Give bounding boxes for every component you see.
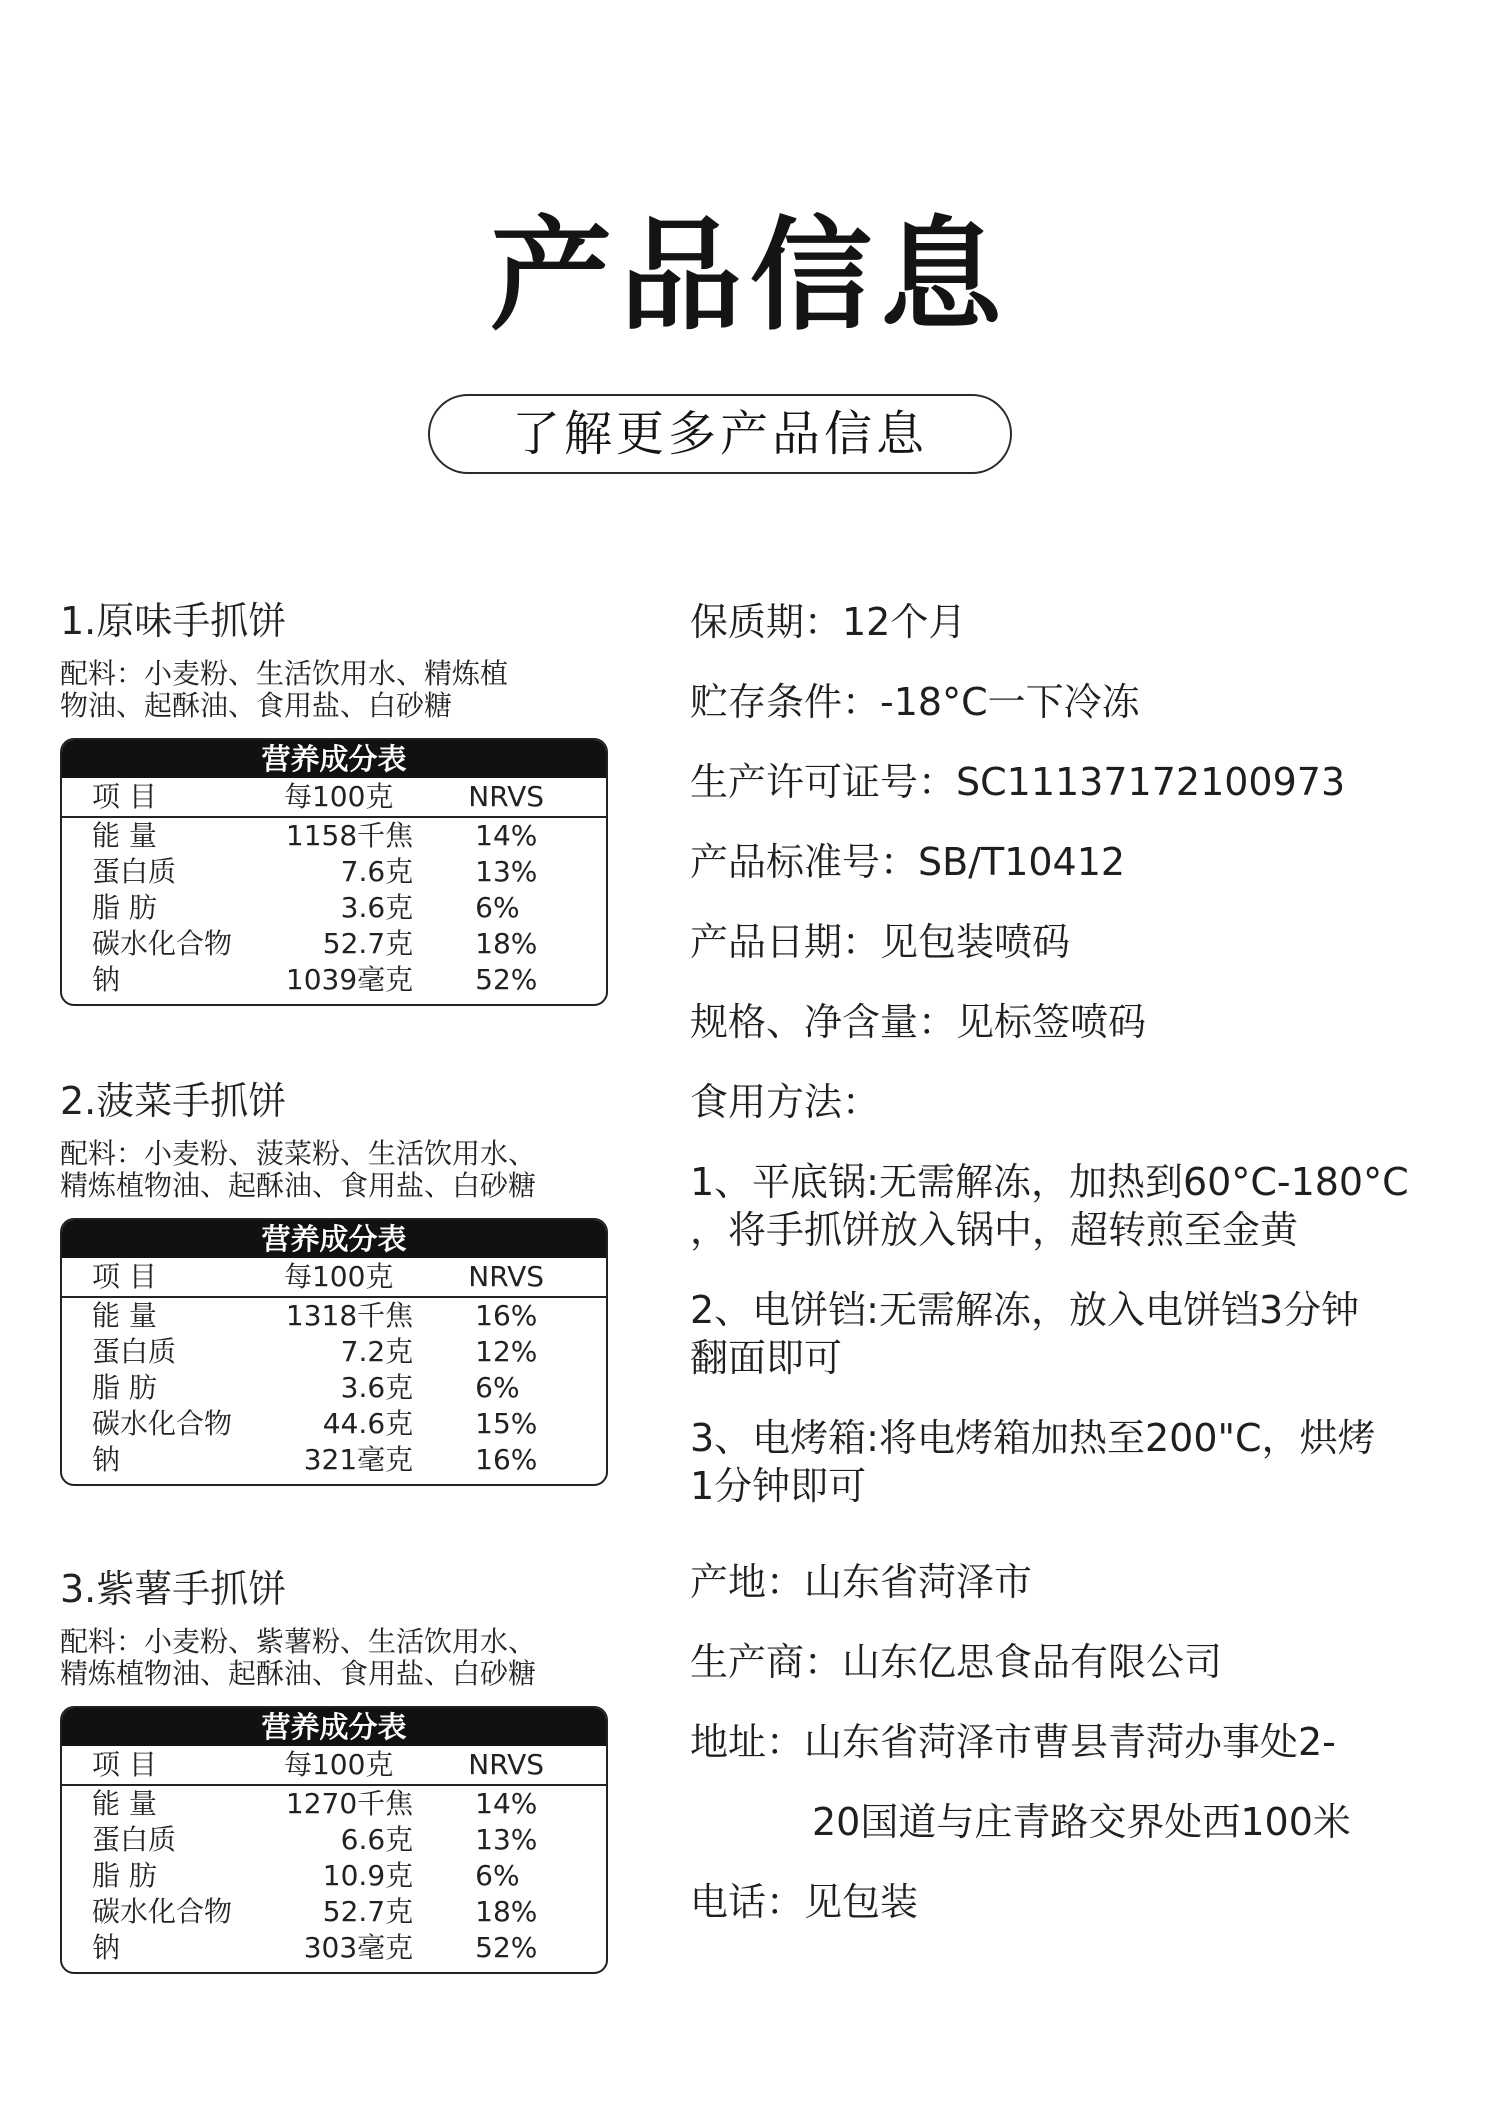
usage-title: 食用方法：	[690, 1080, 881, 1124]
product-ingredients	[60, 658, 608, 722]
row-item: 脂 肪	[92, 891, 157, 924]
address-line: 20国道与庄青路交界处西100米	[812, 1800, 1351, 1844]
table-row	[62, 1334, 606, 1370]
row-nrvs: 16%	[475, 1443, 538, 1476]
table-row	[62, 1894, 606, 1930]
product-name: 1.原味手抓饼	[60, 599, 287, 643]
table-row	[62, 1786, 606, 1822]
table-row	[62, 926, 606, 962]
row-per100: 3.6克	[340, 891, 414, 924]
product-name: 3.紫薯手抓饼	[60, 1567, 287, 1611]
ingredients-line: 精炼植物油、起酥油、食用盐、白砂糖	[60, 1657, 537, 1690]
production-date: 产品日期：见包装喷码	[690, 920, 1071, 964]
nutrition-table	[60, 738, 608, 1006]
row-per100: 52.7克	[322, 1895, 414, 1928]
row-per100: 321毫克	[303, 1443, 414, 1476]
row-nrvs: 14%	[475, 1787, 538, 1820]
col-per100: 每100克	[283, 1260, 394, 1293]
row-item: 碳水化合物	[92, 927, 233, 960]
col-item: 项 目	[92, 1260, 157, 1293]
row-item: 能 量	[92, 1299, 157, 1332]
row-per100: 1039毫克	[285, 963, 414, 996]
row-nrvs: 6%	[475, 1371, 520, 1404]
row-per100: 303毫克	[303, 1931, 414, 1964]
nutrition-table-title: 营养成分表	[62, 740, 606, 778]
col-item: 项 目	[92, 1748, 157, 1781]
nutrition-table-header	[62, 1258, 606, 1298]
usage-line: ，将手抓饼放入锅中，超转煎至金黄	[690, 1208, 1299, 1252]
origin: 产地：山东省菏泽市	[690, 1560, 1033, 1604]
row-item: 碳水化合物	[92, 1895, 233, 1928]
usage-line: 1、平底锅:无需解冻，加热到60°C-180°C	[690, 1160, 1409, 1204]
row-per100: 7.2克	[340, 1335, 414, 1368]
row-per100: 7.6克	[340, 855, 414, 888]
nutrition-table-header	[62, 1746, 606, 1786]
ingredients-line: 物油、起酥油、食用盐、白砂糖	[60, 689, 453, 722]
row-item: 脂 肪	[92, 1371, 157, 1404]
table-row	[62, 818, 606, 854]
table-row	[62, 1822, 606, 1858]
row-nrvs: 12%	[475, 1335, 538, 1368]
nutrition-table	[60, 1218, 608, 1486]
col-nrvs: NRVS	[468, 1260, 545, 1293]
product-card-purple-potato	[60, 1566, 608, 1974]
usage-line: 3、电烤箱:将电烤箱加热至200"C，烘烤	[690, 1416, 1376, 1460]
row-nrvs: 6%	[475, 891, 520, 924]
nutrition-table	[60, 1706, 608, 1974]
row-nrvs: 52%	[475, 963, 538, 996]
row-nrvs: 13%	[475, 855, 538, 888]
product-card-original	[60, 598, 608, 1006]
row-per100: 6.6克	[340, 1823, 414, 1856]
product-standard: 产品标准号：SB/T10412	[690, 840, 1126, 884]
more-info-pill: 了解更多产品信息	[428, 394, 1012, 474]
row-per100: 52.7克	[322, 927, 414, 960]
row-nrvs: 15%	[475, 1407, 538, 1440]
table-row	[62, 1406, 606, 1442]
usage-line: 2、电饼铛:无需解冻，放入电饼铛3分钟	[690, 1288, 1360, 1332]
nutrition-table-title: 营养成分表	[62, 1220, 606, 1258]
row-item: 脂 肪	[92, 1859, 157, 1892]
row-item: 能 量	[92, 819, 157, 852]
table-row	[62, 854, 606, 890]
col-nrvs: NRVS	[468, 1748, 545, 1781]
product-card-spinach	[60, 1078, 608, 1486]
row-nrvs: 16%	[475, 1299, 538, 1332]
row-per100: 3.6克	[340, 1371, 414, 1404]
row-item: 蛋白质	[92, 1335, 177, 1368]
ingredients-line: 配料：小麦粉、菠菜粉、生活饮用水、	[60, 1137, 537, 1170]
row-item: 能 量	[92, 1787, 157, 1820]
table-row	[62, 1298, 606, 1334]
row-nrvs: 18%	[475, 1895, 538, 1928]
address-line: 地址：山东省菏泽市曹县青菏办事处2-	[690, 1720, 1336, 1764]
ingredients-line: 配料：小麦粉、生活饮用水、精炼植	[60, 657, 509, 690]
row-item: 钠	[92, 963, 121, 996]
usage-step-pan	[690, 1158, 1409, 1254]
usage-line: 翻面即可	[690, 1336, 843, 1380]
row-item: 蛋白质	[92, 855, 177, 888]
row-per100: 1158千焦	[285, 819, 414, 852]
spec-net-content: 规格、净含量：见标签喷码	[690, 1000, 1147, 1044]
col-item: 项 目	[92, 780, 157, 813]
usage-step-oven	[690, 1414, 1390, 1510]
row-per100: 10.9克	[322, 1859, 414, 1892]
row-item: 蛋白质	[92, 1823, 177, 1856]
table-row	[62, 890, 606, 926]
product-name: 2.菠菜手抓饼	[60, 1079, 287, 1123]
ingredients-line: 精炼植物油、起酥油、食用盐、白砂糖	[60, 1169, 537, 1202]
usage-line: 1分钟即可	[690, 1464, 867, 1508]
row-nrvs: 14%	[475, 819, 538, 852]
table-row	[62, 962, 606, 998]
production-license: 生产许可证号：SC11137172100973	[690, 760, 1346, 804]
product-ingredients	[60, 1626, 608, 1690]
col-per100: 每100克	[283, 780, 394, 813]
table-row	[62, 1930, 606, 1966]
nutrition-table-header	[62, 778, 606, 818]
row-per100: 1270千焦	[285, 1787, 414, 1820]
row-nrvs: 13%	[475, 1823, 538, 1856]
usage-step-griddle	[690, 1286, 1390, 1382]
address	[690, 1718, 1390, 1846]
row-item: 钠	[92, 1931, 121, 1964]
ingredients-line: 配料：小麦粉、紫薯粉、生活饮用水、	[60, 1625, 537, 1658]
nutrition-table-title: 营养成分表	[62, 1708, 606, 1746]
table-row	[62, 1442, 606, 1478]
phone: 电话：见包装	[690, 1880, 919, 1924]
storage-conditions: 贮存条件：-18°C一下冷冻	[690, 680, 1140, 724]
col-nrvs: NRVS	[468, 780, 545, 813]
page-title: 产品信息	[490, 203, 1010, 347]
row-per100: 1318千焦	[285, 1299, 414, 1332]
row-item: 钠	[92, 1443, 121, 1476]
row-nrvs: 6%	[475, 1859, 520, 1892]
product-ingredients	[60, 1138, 608, 1202]
row-nrvs: 18%	[475, 927, 538, 960]
row-item: 碳水化合物	[92, 1407, 233, 1440]
shelf-life: 保质期：12个月	[690, 600, 967, 644]
col-per100: 每100克	[283, 1748, 394, 1781]
row-per100: 44.6克	[322, 1407, 414, 1440]
row-nrvs: 52%	[475, 1931, 538, 1964]
table-row	[62, 1858, 606, 1894]
manufacturer: 生产商：山东亿思食品有限公司	[690, 1640, 1223, 1684]
table-row	[62, 1370, 606, 1406]
